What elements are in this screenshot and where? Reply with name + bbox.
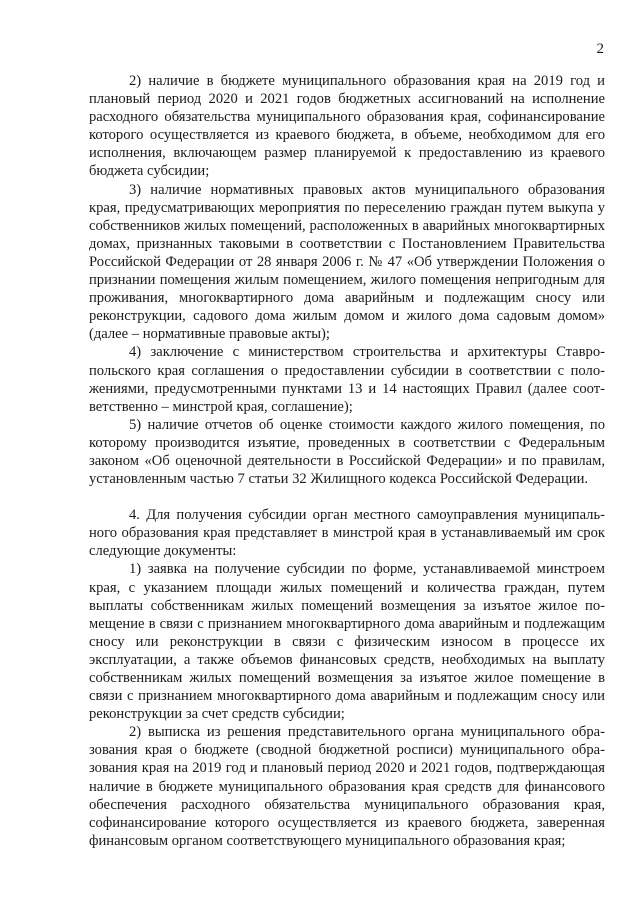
paragraph-document-1: 1) заявка на получение субсидии по форме, устанавливаемой минстроем края, с указанием площади жилых помещений и количества граждан, путем выплаты собственникам жилых помещений возмещения за изъятое жилое помещение в связи с признанием многоквартирного дома аварийным и подлежащим сносу или реконструкции в связи с физическим износом в процессе их эксплуатации, а также объемов финансовых средств, необходимых на выплату собственникам жилых помещений возмещения за изъятое жилое помещение в связи с признанием многоквартирного дома аварийным и подлежащим сносу или реконструкции за счет средств субсидии; [89, 561, 605, 723]
paragraph-section-4: 4. Для получения субсидии орган местного самоуправления муниципального образования края представляет в минстрой края в устанавливаемый им срок следующие документы: [89, 507, 605, 560]
paragraph-document-2: 2) выписка из решения представительного органа муниципального образования края о бюджете (сводной бюджетной росписи) муниципального образования края на 2019 год и плановый период 2020 и 2021 годов, подтверждающая наличие в бюджете муниципального образования края средств для финансового обеспечения расходного обязательства муниципального образования края, софинансирование которого осуществляется из краевого бюджета, заверенная финансовым органом соответствующего муниципального образования края; [89, 724, 605, 849]
paragraph-item-5: 5) наличие отчетов об оценке стоимости каждого жилого помещения, по которому производится изъятие, проведенных в соответствии с Федеральным законом «Об оценочной деятельности в Российской Федерации» и по правилам, установленным частью 7 статьи 32 Жилищного кодекса Российской Федерации. [89, 416, 605, 488]
paragraph-item-3: 3) наличие нормативных правовых актов муниципального образования края, предусматривающих мероприятия по переселению граждан путем выкупа у собственников жилых помещений, расположенных в аварийных многоквартирных домах, признанных таковыми в соответствии с Постановлением Правительства Российской Федерации от 28 января 2006 г. № 47 «Об утверждении Положения о признании помещения жилым помещением, жилого помещения непригодным для проживания, многоквартирного дома аварийным и подлежащим сносу или реконструкции, садового дома жилым домом и жилого дома садовым домом» (далее – нормативные правовые акты); [89, 181, 605, 343]
page-number: 2 [596, 41, 604, 57]
document-body [89, 72, 605, 850]
paragraph-item-2: 2) наличие в бюджете муниципального образования края на 2019 год и плановый период 2020 и 2021 годов бюджетных ассигнований на исполнение расходного обязательства муниципального образования края, софинансирование которого осуществляется из краевого бюджета, в объеме, необходимом для его исполнения, включающем размер планируемой к предоставлению из краевого бюджета субсидии; [89, 73, 605, 180]
paragraph-item-4: 4) заключение с министерством строительства и архитектуры Ставропольского края соглашения о предоставлении субсидии в соответствии с положениями, предусмотренными пунктами 13 и 14 настоящих Правил (далее соответственно – минстрой края, соглашение); [89, 344, 605, 415]
